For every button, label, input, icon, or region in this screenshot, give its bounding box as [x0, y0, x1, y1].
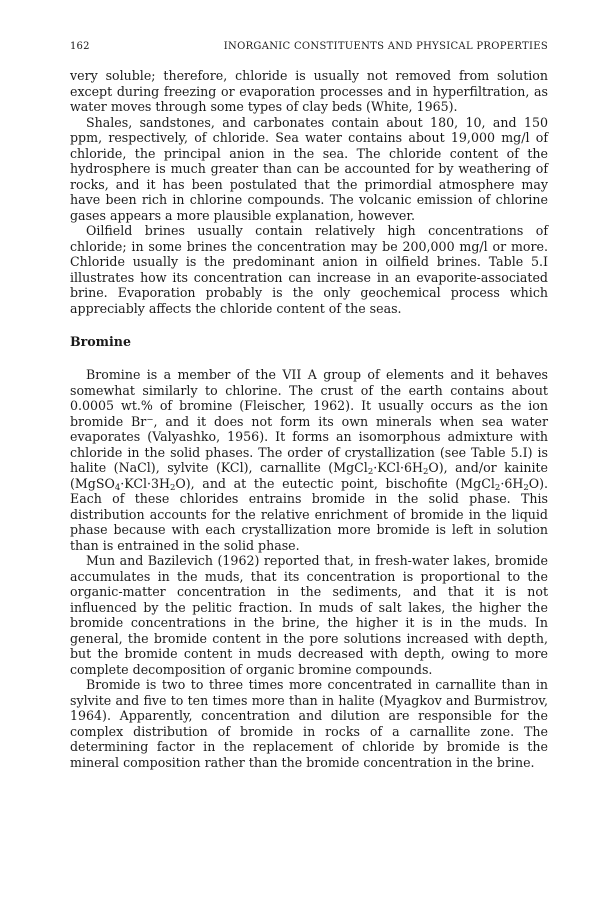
text-run: O), and/or kainite (MgSO	[70, 460, 548, 491]
text-run: ·KCl·6H	[373, 460, 423, 475]
text-run: ·6H	[500, 475, 524, 491]
text-run: O), and at the eutectic point, bischofite (MgCl	[175, 475, 495, 491]
subscript: 2	[423, 467, 429, 477]
paragraph-bromine-muds: Mun and Bazilevich (1962) reported that, in fresh-water lakes, bromide accumulates in the muds, that its concentration is proportional to the organic-matter concentration in the sediments, and that it is not influenced by the pelitic fraction. In muds of salt lakes, the higher the bromide concentrations in the brine, the higher it is in the muds. In general, the bromide content in the pore solutions increased with depth, but the bromide content in muds decreased with depth, owing to more complete decomposition of organic bromine compounds.	[70, 553, 548, 677]
paragraph-chloride-shales: Shales, sandstones, and carbonates contain about 180, 10, and 150 ppm, respectively, of chloride. Sea water contains about 19,000 mg/l of chloride, the principal anion in the sea. The chloride content of the hydrosphere is much greater than can be accounted for by weathering of rocks, and it has been postulated that the primordial atmosphere may have been rich in chlorine compounds. The volcanic emission of chlorine gases appears a more plausible explanation, however.	[70, 114, 548, 223]
paragraph-chloride-continued: very soluble; therefore, chloride is usually not removed from solution except during freezing or evaporation processes and in hyperfiltration, as water moves through some types of clay beds (White, 1965).	[70, 68, 548, 114]
paragraph-chloride-oilfield: Oilfield brines usually contain relatively high concentrations of chloride; in some brines the concentration may be 200,000 mg/l or more. Chloride usually is the predominant anion in oilfield brines. Table 5.I illustrates how its concentration can increase in an evaporite-associated brine. Evaporation probably is the only geochemical process which appreciably affects the chloride content of the seas.	[70, 223, 548, 316]
running-title: INORGANIC CONSTITUENTS AND PHYSICAL PROPERTIES	[223, 41, 548, 52]
running-head	[70, 40, 548, 54]
subscript: 2	[367, 467, 374, 477]
paragraph-bromine-intro	[70, 367, 548, 553]
subscript: 2	[494, 482, 501, 493]
book-page	[70, 40, 548, 770]
section-heading-bromine: Bromine	[70, 334, 131, 349]
subscript: 4	[114, 482, 121, 493]
text-run: , and it does not form its own minerals when sea water evaporates (Valyashko, 1956). It forms an isomorphous admixture with chloride in the solid phases. The order of crystallization (see Table 5.I) is halite (NaCl), sylvite (KCl), carnallite (MgCl	[70, 413, 548, 475]
subscript: 2	[170, 482, 176, 493]
text-run: O). Each of these chlorides entrains bromide in the solid phase. This distribution accounts for the relative enrichment of bromide in the liquid phase because with each crystallization more bromide is left in solution than is entrained in the solid phase.	[70, 475, 548, 553]
page-number: 162	[70, 41, 90, 52]
subscript: 2	[523, 482, 529, 493]
paragraph-bromine-carnallite: Bromide is two to three times more concentrated in carnallite than in sylvite and five to ten times more than in halite (Myagkov and Burmistrov, 1964). Apparently, concentration and dilution are responsible for the complex distribution of bromide in rocks of a carnallite zone. The determining factor in the replacement of chloride by bromide is the mineral composition rather than the bromide concentration in the brine.	[70, 677, 548, 770]
text-run: Bromine is a member of the VII A group of elements and it behaves somewhat similarly to chlorine. The crust of the earth contains about 0.0005 wt.% of bromine (Fleischer, 1962). It usually occurs as the ion bromide Br	[70, 367, 548, 429]
superscript-minus: −	[146, 414, 154, 425]
text-run: ·KCl·3H	[120, 475, 170, 491]
